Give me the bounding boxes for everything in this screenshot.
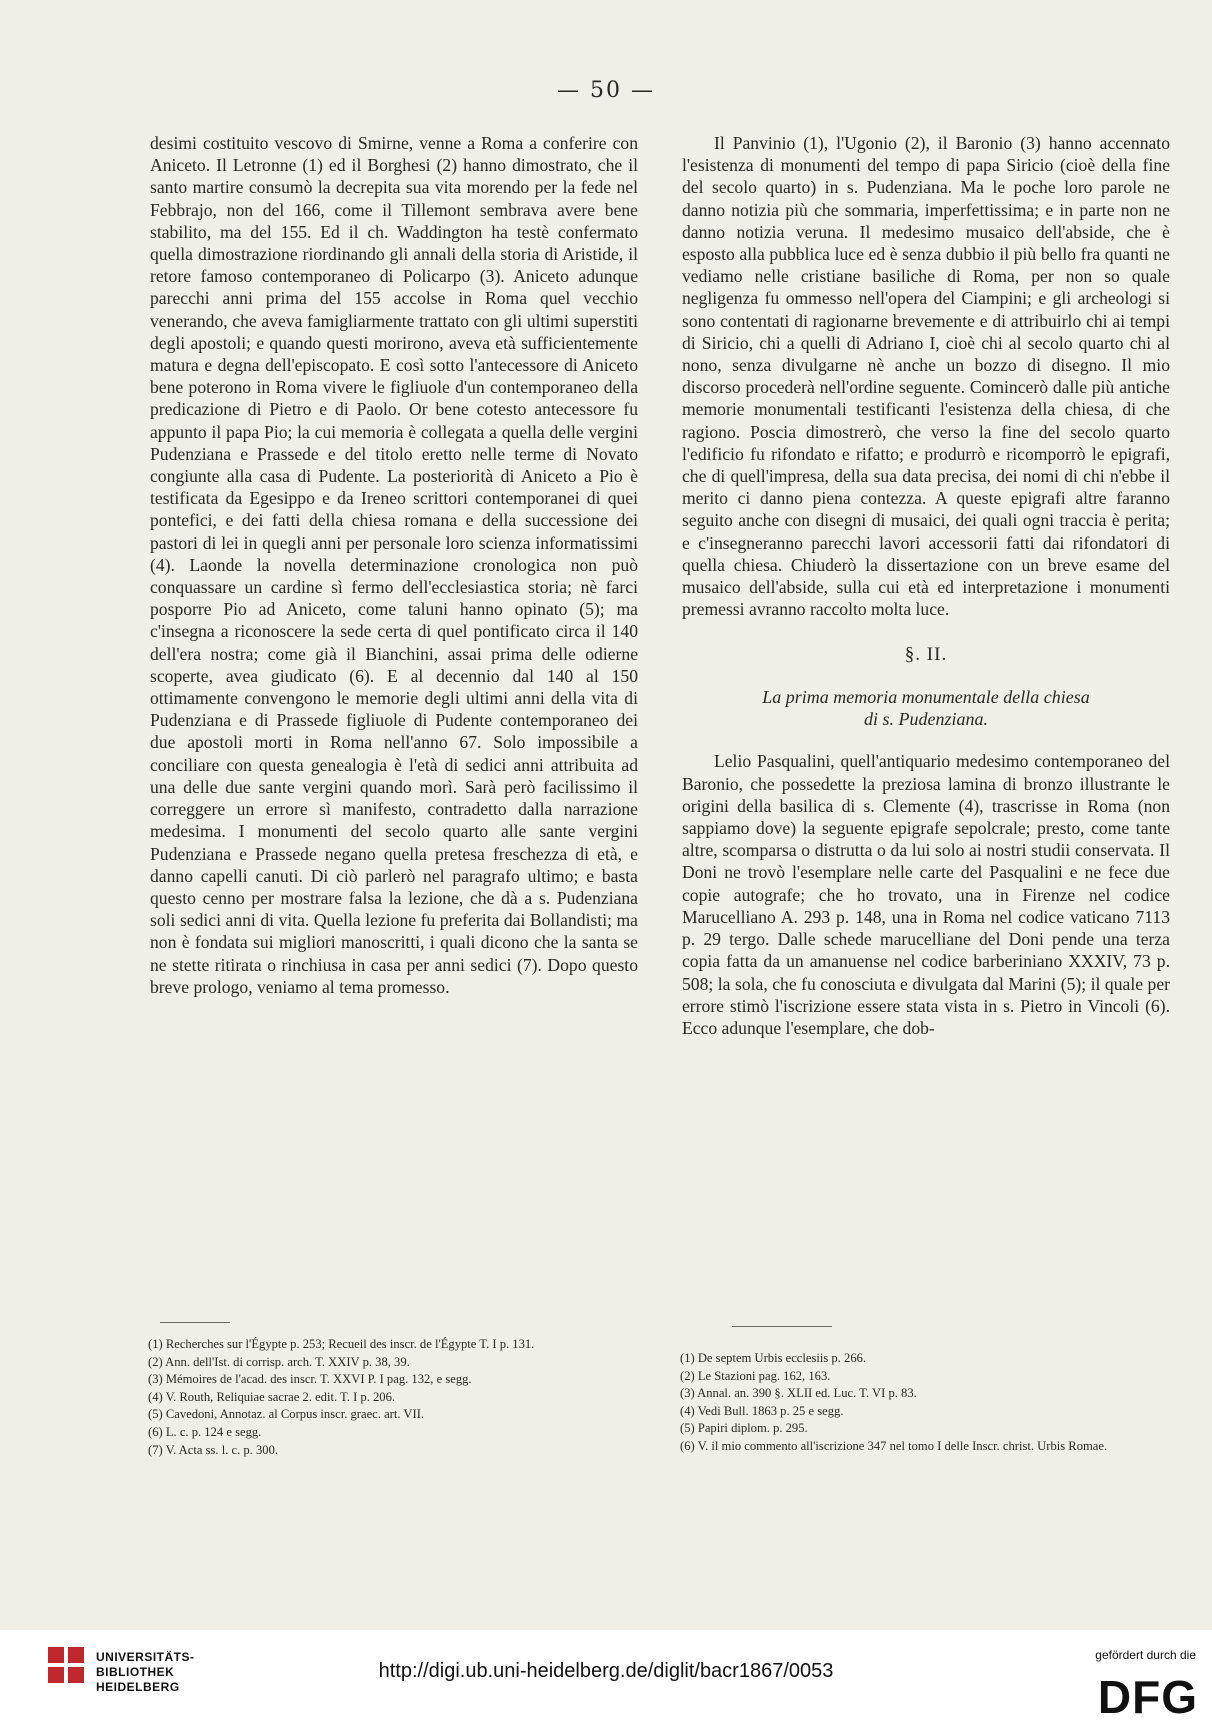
footnote: (6) L. c. p. 124 e segg. [148,1424,262,1439]
footnote: (6) V. il mio commento all'iscrizione 347 nel tomo I delle Inscr. christ. Urbis Romae. [680,1438,1108,1453]
permalink-url[interactable]: http://digi.ub.uni-heidelberg.de/diglit/bacr1867/0053 [378,1660,834,1682]
right-column [682,132,1170,1039]
library-name-line-3: HEIDELBERG [96,1680,180,1694]
left-column [150,132,638,998]
left-column-paragraph: desimi costituito vescovo di Smirne, venne a Roma a conferire con Aniceto. Il Letronne (1) ed il Borghesi (2) hanno dimostrato, che il santo martire consumò la decrepita sua vita morendo per la fede nel Febbrajo, non del 166, come il Tillemont sembrava avere bene stabilito, ma del 155. Ed il ch. Waddington ha testè confermato quella dimostrazione riordinando gli annali della storia di Aristide, il retore famoso contemporaneo di Policarpo (3). Aniceto adunque parecchi anni prima del 155 accolse in Roma quel vecchio venerando, che aveva famigliarmente trattato con gli ultimi superstiti degli apostoli; e quando questi morirono, aveva età sufficientemente matura e degna dell'episcopato. E così sotto l'antecessore di Aniceto bene poterono in Roma vivere le figliuole d'un contemporaneo della predicazione di Pietro e di Paolo. Or bene cotesto antecessore fu appunto il papa Pio; la cui memoria è collegata a quella delle vergini Pudenziana e Prassede e del titolo eretto nelle terme di Novato congiunte alla casa di Pudente. La posteriorità di Aniceto a Pio è testificata da Egesippo e da Ireneo scrittori contemporanei di quei pontefici, e dei fatti della chiesa romana e della successione dei pastori di lei in quegli anni per personale loro scienza informatissimi (4). Laonde la novella determinazione cronologica non può conquassare un cardine sì fermo dell'ecclesiastica storia; nè farci posporre Pio ad Aniceto, come taluni hanno opinato (5); ma c'insegna a riconoscere la sede certa di quel pontificato circa il 140 dell'era nostra; come già il Bianchini, assai prima delle odierne scoperte, avea giudicato (6). E al decennio dal 140 al 150 ottimamente convengono le memorie degli ultimi anni della vita di Pudenziana e di Prassede figliuole di Pudente contemporaneo dei due apostoli morti in Roma nell'anno 67. Solo impossibile a conciliare con questa genealogia è l'età di sedici anni attribuita ad una delle due sante vergini quando morì. Sarà però facilissimo il correggere un errore sì manifesto, contradetto dalla narrazione medesima. I monumenti del secolo quarto alle sante vergini Pudenziana e Prassede negano quella pretesa freschezza di età, e danno capelli canuti. Di ciò parlerò nel paragrafo ultimo; e basta questo cenno per mostrare falsa la lezione, che dà a s. Pudenziana soli sedici anni di vita. Quella lezione fu preferita dai Bollandisti; ma non è fondata sui migliori manoscritti, i quali dicono che la santa se ne stette ritirata o rinchiusa in casa per anni sedici (7). Dopo questo breve prologo, veniamo al tema promesso. [150,133,638,997]
library-name-line-2: BIBLIOTHEK [96,1665,175,1679]
footnote: (2) Ann. dell'Ist. di corrisp. arch. T. XXIV p. 38, 39. [148,1354,410,1369]
right-column-paragraph-2: Lelio Pasqualini, quell'antiquario medesimo contemporaneo del Baronio, che possedette la preziosa lamina di bronzo illustrante le origini della basilica di s. Clemente (4), trascrisse in Roma (non sappiamo dove) la seguente epigrafe sepolcrale; presto, come tante altre, scomparsa o distrutta o da lui solo ai nostri studii conservata. Il Doni ne trovò l'esemplare nelle carte del Pasqualini e ne fece due copie autografe; che ho trovato, una in Firenze nel codice Marucelliano A. 293 p. 148, una in Roma nel codice vaticano 7113 p. 29 tergo. Dalle schede marucelliane del Doni pende una terza copia fatta da un amanuense nel codice barberiniano XXXIV, 73 p. 508; la sola, che fu conosciuta e divulgata dal Marini (5); il quale per errore stimò l'iscrizione essere stata vista in s. Pietro in Vincoli (6). Ecco adunque l'esemplare, che dob- [682,751,1170,1038]
section-title [682,686,1170,730]
footnote: (3) Mémoires de l'acad. des inscr. T. XXVI P. I pag. 132, e segg. [148,1372,472,1387]
footer-bar [0,1630,1212,1731]
footnote: (3) Annal. an. 390 §. XLII ed. Luc. T. VI p. 83. [680,1386,917,1401]
footnote: (4) V. Routh, Reliquiae sacrae 2. edit. T. I p. 206. [148,1389,396,1404]
footnote: (5) Cavedoni, Annotaz. al Corpus inscr. graec. art. VII. [148,1407,425,1422]
library-name-line-1: UNIVERSITÄTS- [96,1650,195,1664]
footnote: (4) Vedi Bull. 1863 p. 25 e segg. [680,1403,844,1418]
footnote: (5) Papiri diplom. p. 295. [680,1421,808,1436]
footnote: (2) Le Stazioni pag. 162, 163. [680,1368,831,1383]
footnote: (1) Recherches sur l'Égypte p. 253; Recueil des inscr. de l'Égypte T. I p. 131. [148,1337,535,1351]
funded-by-label: gefördert durch die [1095,1648,1196,1662]
footnote: (1) De septem Urbis ecclesiis p. 266. [680,1351,867,1365]
section-title-line-2: di s. Pudenziana. [864,709,988,730]
right-column-paragraph-1: Il Panvinio (1), l'Ugonio (2), il Baronio (3) hanno accennato l'esistenza di monumenti del tempo di papa Siricio (cioè della fine del secolo quarto) in s. Pudenziana. Ma le poche loro parole ne danno notizia più che sommaria, imperfettissima; e in parte non ne danno notizia veruna. Il medesimo musaico dell'abside, che è esposto alla pubblica luce ed è senza dubbio il più bello fra quanti ne vediamo nelle cristiane basiliche di Roma, per non so quale negligenza fu ommesso nell'opera del Ciampini; e gli archeologi si sono contentati di ragionarne brevemente e di attribuirlo chi ai tempi di Siricio, chi a quelli di Adriano I, cioè chi al secolo quarto chi al nono, senza divulgarne nè anche un bozzo di disegno. Il mio discorso procederà nell'ordine seguente. Comincerò dalle più antiche memorie monumentali testificanti l'esistenza della chiesa, di che ragiono. Poscia dimostrerò, che verso la fine del secolo quarto l'edificio fu rifondato e rifatto; e produrrò e ricomporrò le epigrafi, che di quell'impresa, della sua data precisa, dei nomi di chi n'ebbe il merito ci danno piena contezza. A queste epigrafi altre faranno seguito anche con disegni di musaici, dei quali ogni traccia è perita; e c'insegneranno parecchi lavori accessorii fatti dai rifondatori di quella chiesa. Chiuderò la dissertazione con un breve esame del musaico dell'abside, sulla cui età ed interpretazione i monumenti premessi avranno raccolto molta luce. [682,133,1170,620]
right-footnotes [680,1350,1170,1456]
right-footnote-divider [732,1326,832,1327]
left-footnote-divider [160,1322,230,1323]
footnote: (7) V. Acta ss. l. c. p. 300. [148,1442,279,1457]
section-title-line-1: La prima memoria monumentale della chiesa [762,687,1090,708]
page-number: — 50 — [557,78,655,103]
section-heading: §. II. [904,644,948,666]
left-footnotes [148,1336,648,1459]
dfg-logo: DFG [1097,1671,1198,1723]
